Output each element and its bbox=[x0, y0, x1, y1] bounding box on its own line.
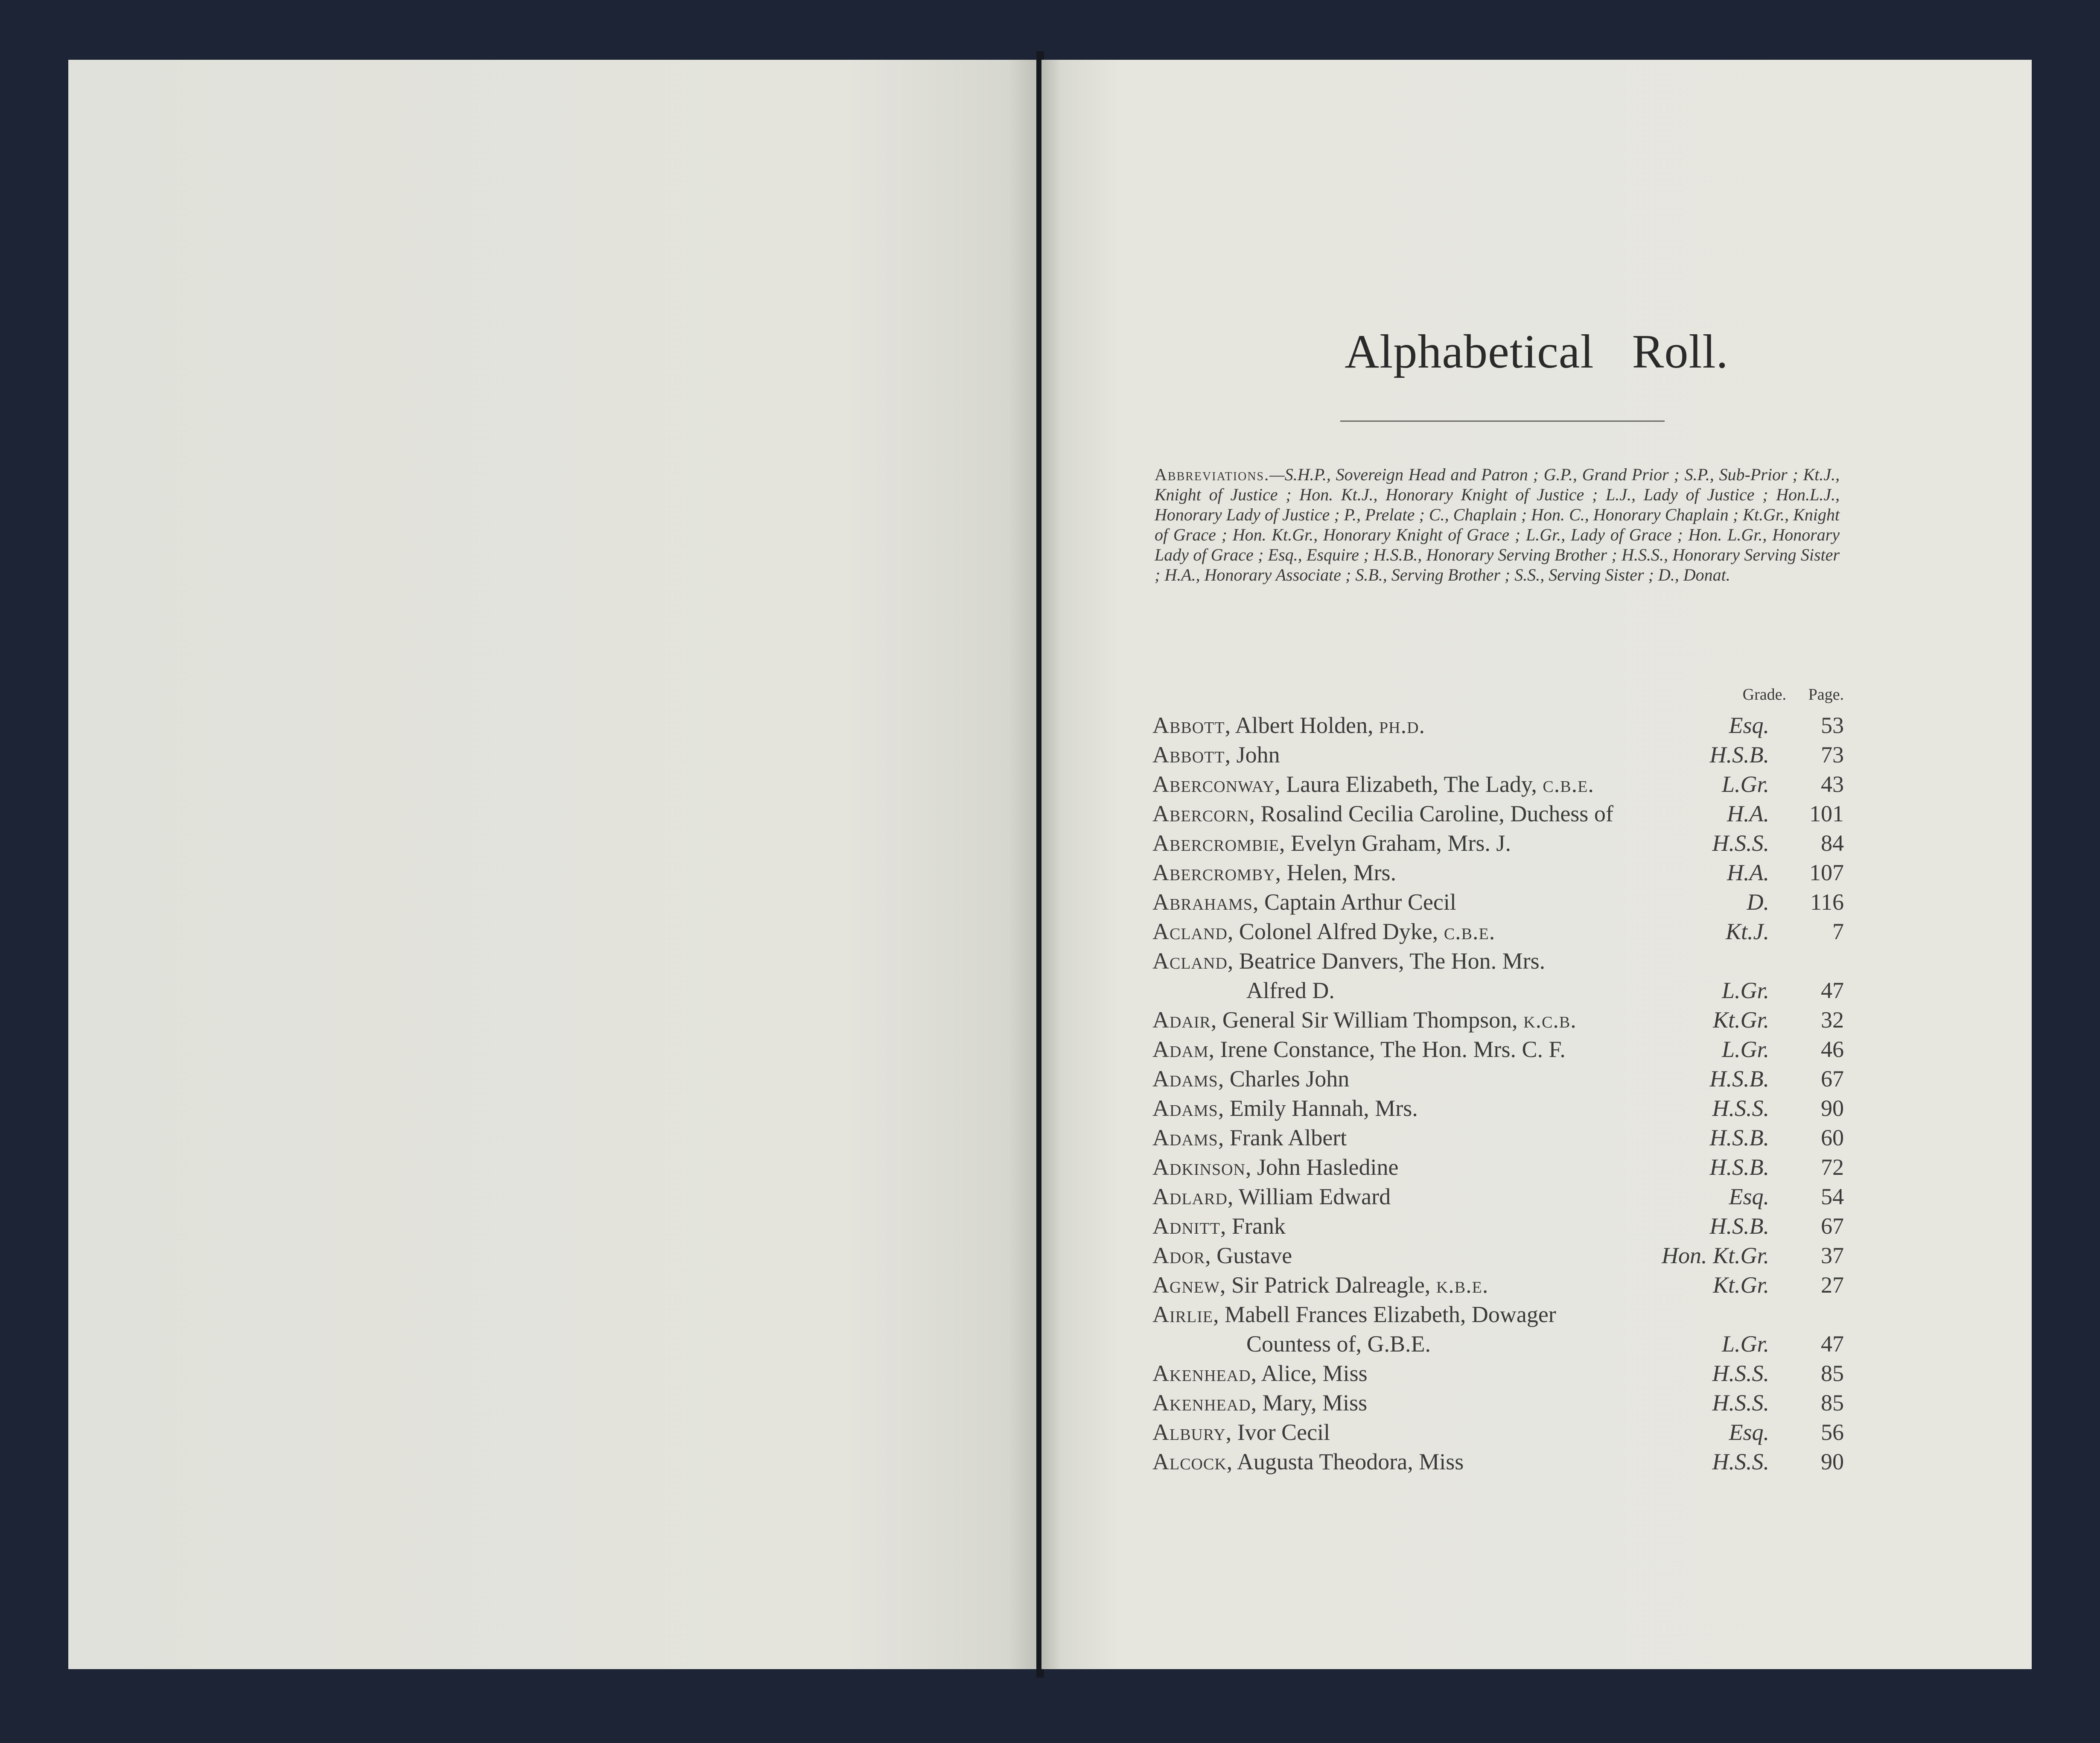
roll-entry bbox=[1152, 1359, 1844, 1388]
entry-name bbox=[1152, 917, 1699, 946]
entry-page: 84 bbox=[1821, 830, 1844, 856]
entry-honours: ph.d. bbox=[1379, 712, 1426, 738]
roll-entry bbox=[1152, 1300, 1844, 1359]
entry-given-names: , Colonel Alfred Dyke, bbox=[1227, 919, 1444, 944]
entry-given-names: , John bbox=[1225, 742, 1280, 768]
entry-grade: Esq. bbox=[1729, 712, 1769, 738]
entry-page: 37 bbox=[1821, 1243, 1844, 1268]
entry-name bbox=[1152, 1300, 1699, 1359]
entry-given-names: , Rosalind Cecilia Caroline, Duchess of bbox=[1249, 801, 1613, 826]
entry-given-names: , Emily Hannah, Mrs. bbox=[1218, 1095, 1418, 1121]
entry-surname: Ador bbox=[1152, 1243, 1205, 1268]
entry-page: 67 bbox=[1821, 1066, 1844, 1092]
entry-surname: Aberconway bbox=[1152, 771, 1275, 797]
entry-surname: Adam bbox=[1152, 1036, 1209, 1062]
entry-grade: Kt.Gr. bbox=[1712, 1272, 1769, 1298]
entry-grade: Esq. bbox=[1729, 1184, 1769, 1209]
entry-name bbox=[1152, 1241, 1699, 1270]
page-title: Alphabetical Roll. bbox=[1345, 325, 1729, 378]
entry-page: 7 bbox=[1832, 919, 1844, 944]
entry-page: 116 bbox=[1810, 889, 1844, 915]
roll-entry bbox=[1152, 888, 1844, 917]
entry-grade: Hon. Kt.Gr. bbox=[1661, 1243, 1769, 1268]
entry-name bbox=[1152, 1388, 1699, 1418]
entry-surname: Akenhead bbox=[1152, 1390, 1251, 1416]
entry-grade: H.A. bbox=[1727, 801, 1769, 826]
entry-name bbox=[1152, 1094, 1699, 1123]
entry-honours: c.b.e. bbox=[1444, 919, 1496, 944]
entry-grade: H.A. bbox=[1727, 860, 1769, 885]
entry-grade: H.S.B. bbox=[1709, 1066, 1769, 1092]
entry-page: 73 bbox=[1821, 742, 1844, 768]
entry-given-names: , Evelyn Graham, Mrs. J. bbox=[1279, 830, 1511, 856]
page-column-header: Page. bbox=[1808, 686, 1844, 704]
abbreviations-lead: Abbreviations. bbox=[1155, 465, 1270, 484]
entry-surname: Adlard bbox=[1152, 1184, 1228, 1209]
roll-entry bbox=[1152, 1182, 1844, 1212]
roll-entry bbox=[1152, 711, 1844, 740]
entry-name bbox=[1152, 1153, 1699, 1182]
entry-grade: H.S.B. bbox=[1709, 742, 1769, 768]
entry-surname: Adams bbox=[1152, 1095, 1218, 1121]
entry-surname: Agnew bbox=[1152, 1272, 1220, 1298]
entry-given-names: , Frank Albert bbox=[1218, 1125, 1347, 1150]
roll-entry bbox=[1152, 1270, 1844, 1300]
entry-page: 53 bbox=[1821, 712, 1844, 738]
entry-surname: Acland bbox=[1152, 919, 1228, 944]
entry-name bbox=[1152, 1418, 1699, 1447]
entry-name bbox=[1152, 799, 1699, 829]
entry-grade: Kt.Gr. bbox=[1712, 1007, 1769, 1033]
entry-surname: Abercorn bbox=[1152, 801, 1249, 826]
entry-surname: Adnitt bbox=[1152, 1213, 1220, 1239]
roll-entry bbox=[1152, 1005, 1844, 1035]
entry-name bbox=[1152, 858, 1699, 888]
entry-page: 107 bbox=[1809, 860, 1844, 885]
roll-entry bbox=[1152, 1064, 1844, 1094]
entry-continuation: Countess of, G.B.E. bbox=[1246, 1331, 1431, 1357]
roll-entry bbox=[1152, 917, 1844, 946]
entry-page: 90 bbox=[1821, 1095, 1844, 1121]
entry-grade: H.S.B. bbox=[1709, 1154, 1769, 1180]
entry-page: 47 bbox=[1821, 978, 1844, 1003]
entry-grade: H.S.S. bbox=[1712, 830, 1769, 856]
entry-page: 56 bbox=[1821, 1419, 1844, 1445]
entry-given-names: , Gustave bbox=[1205, 1243, 1292, 1268]
entry-honours: k.c.b. bbox=[1523, 1007, 1577, 1033]
entry-given-names: , Helen, Mrs. bbox=[1275, 860, 1397, 885]
roll-entry bbox=[1152, 858, 1844, 888]
entry-page: 60 bbox=[1821, 1125, 1844, 1150]
entry-grade: D. bbox=[1747, 889, 1769, 915]
abbreviations-text: —S.H.P., Sovereign Head and Patron ; G.P., Grand Prior ; S.P., Sub-Prior ; Kt.J., Knight of Justice ; Hon. Kt.J., Honorary Knight of Justice ; L.J., Lady of Justice ; Hon.L.J., Honorary Lady of Justice ; P., Prelate ; C., Chaplain ; Hon. C., Honorary Chaplain ; Kt.Gr., Knight of Grace ; Hon. Kt.Gr., Honorary Knight of Grace ; L.Gr., Lady of Grace ; Hon. L.Gr., Honorary Lady of Grace ; Esq., Esquire ; H.S.B., Honorary Serving Brother ; H.S.S., Honorary Serving Sister ; H.A., Honorary Associate ; S.B., Serving Brother ; S.S., Serving Sister ; D., Donat. bbox=[1155, 465, 1840, 584]
entry-page: 85 bbox=[1821, 1361, 1844, 1386]
entry-given-names: , Ivor Cecil bbox=[1225, 1419, 1330, 1445]
abbreviations-paragraph bbox=[1155, 464, 1840, 585]
entry-surname: Abbott bbox=[1152, 742, 1225, 768]
title-rule bbox=[1340, 420, 1665, 422]
entry-page: 54 bbox=[1821, 1184, 1844, 1209]
entry-surname: Alcock bbox=[1152, 1449, 1227, 1474]
entry-surname: Adkinson bbox=[1152, 1154, 1245, 1180]
entry-surname: Abrahams bbox=[1152, 889, 1253, 915]
entry-grade: L.Gr. bbox=[1721, 1331, 1769, 1357]
entry-page: 47 bbox=[1821, 1331, 1844, 1357]
entry-given-names: , General Sir William Thompson, bbox=[1210, 1007, 1524, 1033]
entry-name bbox=[1152, 740, 1699, 770]
entry-name bbox=[1152, 1035, 1699, 1064]
entry-given-names: , Irene Constance, The Hon. Mrs. C. F. bbox=[1208, 1036, 1566, 1062]
entry-continuation: Alfred D. bbox=[1246, 978, 1335, 1003]
entry-surname: Abbott bbox=[1152, 712, 1225, 738]
entry-page: 32 bbox=[1821, 1007, 1844, 1033]
entry-name bbox=[1152, 711, 1699, 740]
entry-grade: L.Gr. bbox=[1721, 978, 1769, 1003]
roll-entries bbox=[1152, 711, 1844, 1477]
roll-entry bbox=[1152, 1212, 1844, 1241]
entry-page: 85 bbox=[1821, 1390, 1844, 1416]
roll-header bbox=[1152, 685, 1844, 711]
entry-given-names: , Mabell Frances Elizabeth, Dowager bbox=[1213, 1302, 1556, 1327]
entry-surname: Abercrombie bbox=[1152, 830, 1280, 856]
roll-entry bbox=[1152, 740, 1844, 770]
roll-entry bbox=[1152, 1094, 1844, 1123]
entry-given-names: , Albert Holden, bbox=[1225, 712, 1380, 738]
entry-name bbox=[1152, 1359, 1699, 1388]
entry-name bbox=[1152, 888, 1699, 917]
entry-grade: H.S.B. bbox=[1709, 1125, 1769, 1150]
roll-entry bbox=[1152, 1153, 1844, 1182]
roll-list bbox=[1152, 685, 1844, 1477]
entry-page: 27 bbox=[1821, 1272, 1844, 1298]
roll-entry bbox=[1152, 1035, 1844, 1064]
entry-given-names: , Laura Elizabeth, The Lady, bbox=[1275, 771, 1543, 797]
entry-grade: H.S.S. bbox=[1712, 1390, 1769, 1416]
entry-honours: c.b.e. bbox=[1543, 771, 1594, 797]
entry-name bbox=[1152, 946, 1699, 1005]
entry-name bbox=[1152, 1182, 1699, 1212]
entry-surname: Adams bbox=[1152, 1125, 1218, 1150]
entry-grade: H.S.S. bbox=[1712, 1449, 1769, 1474]
entry-grade: Kt.J. bbox=[1726, 919, 1769, 944]
entry-name bbox=[1152, 1064, 1699, 1094]
entry-grade: H.S.S. bbox=[1712, 1361, 1769, 1386]
entry-name bbox=[1152, 1270, 1699, 1300]
entry-page: 90 bbox=[1821, 1449, 1844, 1474]
entry-given-names: , Augusta Theodora, Miss bbox=[1226, 1449, 1464, 1474]
entry-given-names: , Sir Patrick Dalreagle, bbox=[1219, 1272, 1436, 1298]
entry-surname: Adair bbox=[1152, 1007, 1211, 1033]
entry-surname: Albury bbox=[1152, 1419, 1226, 1445]
left-page bbox=[68, 60, 1037, 1669]
grade-column-header: Grade. bbox=[1742, 686, 1786, 704]
entry-name bbox=[1152, 770, 1699, 799]
entry-page: 101 bbox=[1809, 801, 1844, 826]
entry-grade: H.S.S. bbox=[1712, 1095, 1769, 1121]
entry-given-names: , Mary, Miss bbox=[1251, 1390, 1368, 1416]
roll-entry bbox=[1152, 799, 1844, 829]
roll-entry bbox=[1152, 1123, 1844, 1153]
entry-page: 67 bbox=[1821, 1213, 1844, 1239]
entry-surname: Abercromby bbox=[1152, 860, 1275, 885]
entry-name bbox=[1152, 829, 1699, 858]
entry-surname: Akenhead bbox=[1152, 1361, 1251, 1386]
entry-given-names: , John Hasledine bbox=[1245, 1154, 1399, 1180]
roll-entry bbox=[1152, 1241, 1844, 1270]
entry-surname: Airlie bbox=[1152, 1302, 1213, 1327]
roll-entry bbox=[1152, 1447, 1844, 1477]
entry-page: 46 bbox=[1821, 1036, 1844, 1062]
entry-name bbox=[1152, 1123, 1699, 1153]
entry-grade: H.S.B. bbox=[1709, 1213, 1769, 1239]
entry-surname: Adams bbox=[1152, 1066, 1218, 1092]
roll-entry bbox=[1152, 770, 1844, 799]
entry-page: 43 bbox=[1821, 771, 1844, 797]
entry-given-names: , Charles John bbox=[1218, 1066, 1350, 1092]
entry-surname: Acland bbox=[1152, 948, 1228, 974]
entry-grade: L.Gr. bbox=[1721, 1036, 1769, 1062]
roll-entry bbox=[1152, 1418, 1844, 1447]
entry-name bbox=[1152, 1005, 1699, 1035]
roll-entry bbox=[1152, 946, 1844, 1005]
entry-given-names: , Alice, Miss bbox=[1251, 1361, 1368, 1386]
entry-given-names: , Captain Arthur Cecil bbox=[1252, 889, 1456, 915]
entry-page: 72 bbox=[1821, 1154, 1844, 1180]
entry-name bbox=[1152, 1447, 1699, 1477]
entry-honours: k.b.e. bbox=[1436, 1272, 1489, 1298]
entry-given-names: , Beatrice Danvers, The Hon. Mrs. bbox=[1227, 948, 1546, 974]
entry-name bbox=[1152, 1212, 1699, 1241]
entry-given-names: , Frank bbox=[1220, 1213, 1286, 1239]
roll-entry bbox=[1152, 829, 1844, 858]
entry-grade: L.Gr. bbox=[1721, 771, 1769, 797]
entry-grade: Esq. bbox=[1729, 1419, 1769, 1445]
entry-given-names: , William Edward bbox=[1227, 1184, 1391, 1209]
roll-entry bbox=[1152, 1388, 1844, 1418]
